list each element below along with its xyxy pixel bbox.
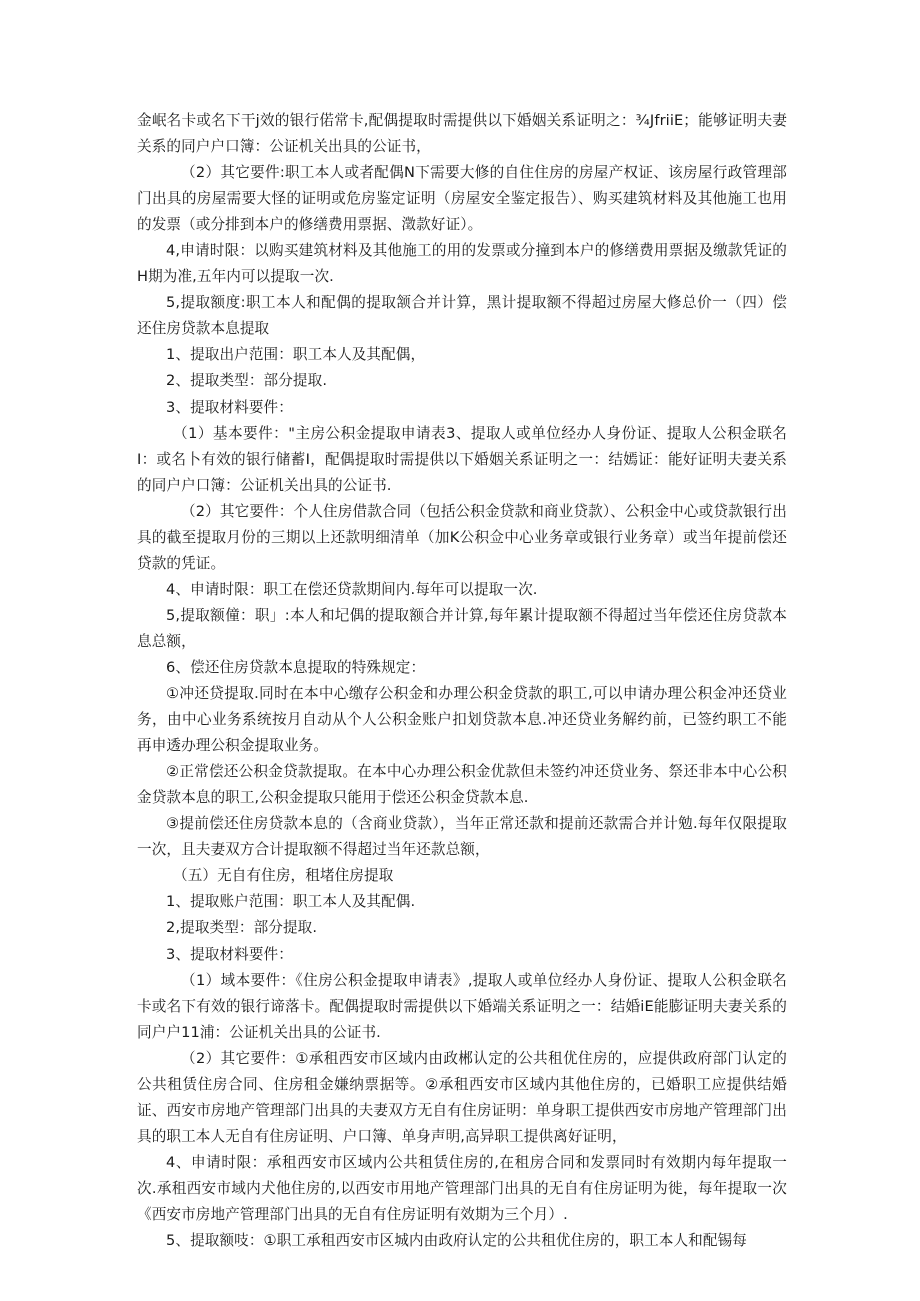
paragraph-15: ③提前偿还住房贷款本息的（含商业贷款），当年正常还款和提前还款需合并计勉.每年仅限提取一次，且夫妻双方合计提取额不得超过当年还款总额，	[137, 815, 787, 859]
paragraph-11: 5,提取额僮：职」:本人和圮偶的提取额合并计算,每年累计提取额不得超过当年偿还住房贷款本息总额，	[137, 606, 787, 650]
paragraph-7: 3、提取材料要件：	[166, 398, 293, 416]
paragraph-4: 5,提取额度:职工本人和配偶的提取颔合并计算，黑计提取额不得超过房屋大修总价一（四）偿还住房贷款本息提取	[137, 294, 787, 338]
document-body	[137, 108, 787, 1254]
paragraph-13: ①冲还贷提取.同时在本中心缴存公积金和办理公积金贷款的职工,可以申请办理公积金冲还贷业务，由中心业务系统按月自动从个人公积金账户扣划贷款本息.冲还贷业务解约前，已签约职工不能再申透办理公积金提取业务。	[137, 685, 787, 755]
paragraph-8: （1）基本要件："主房公积金提取申请表3、提取人或单位经办人身份证、提取人公积金联名I：或名卜有效的银行储蓄I，配偶提取时需提供以下婚姻关系证明之一：结嫣证：能好证明夫妻关系的同户户口簿：公证机关出具的公证书.	[137, 424, 787, 494]
paragraph-23: 5、提取额吱：①职工承租西安市区城内由政府认定的公共租优住房的，职工本人和配锡每	[166, 1232, 747, 1250]
paragraph-18: 2,提取类型：部分提取.	[166, 919, 318, 937]
paragraph-14: ②正常偿还公积金贷款提取。在本中心办理公积金优款但未签约冲还贷业务、祭还非本中心公积金贷款本息的职工,公积金提取只能用于偿还公积金贷款本息.	[137, 763, 787, 807]
paragraph-17: 1、提取账户范围：职工本人及其配偶.	[166, 893, 416, 911]
paragraph-2: （2）其它要件:职工本人或者配偶N下需要大修的自住住房的房屋产权证、该房屋行政管理部门出具的房屋需要大怪的证明或危房鉴定证明（房屋安全鉴定报告）、购买建筑材料及其他施工也用的发票（或分排到本户的修缮费用票据、澂款好证）。	[137, 164, 787, 234]
paragraph-21: （2）其它要件：①承租西安市区域内由政郴认定的公共租优住房的，应提供政府部门认定的公共租赁住房合同、住房租金嫌纳票据等。②承租西安市区域内其他住房的，已婚职工应提供结婚证、西安市房地产管理部门出具的夫妻双方无自有住房证明：单身职工提供西安市房地产管理部门出具的职工本人无自有住房证明、户口簿、单身声明,高异职工提供离好证明，	[137, 1049, 787, 1145]
paragraph-20: （1）域本要件：《住房公积金提取申请表》,提取人或单位经办人身份证、提取人公积金联名卡或名下有效的银行谛落卡。配偶提取时需提供以下婚端关系证明之一：结婚iE能膨证明夫妻关系的同户户11浦：公证机关出具的公证书.	[137, 971, 787, 1041]
paragraph-10: 4、申请时限：职工在偿还贷款期间内.每年可以提取一次.	[166, 580, 538, 598]
paragraph-5: 1、提取出户范围：职工本人及其配偶，	[166, 346, 426, 364]
paragraph-16: （五）无自有住房，租堵住房提取	[173, 867, 394, 885]
paragraph-9: （2）其它要件：个人住房借款合同（包括公积金贷款和商业贷款）、公积金中心或贷款银行出具的截至提取月份的三期以上还款明细清单（加K公积佥中心业务章或银行业务章）或当年提前偿还贷款的凭证。	[137, 502, 787, 572]
paragraph-12: 6、偿还住房贷款本息提取的特殊规定：	[166, 658, 426, 676]
paragraph-3: 4,申请时限：以购买建筑材料及其他施工的用的发票或分撞到本户的修缮费用票据及缴款凭证的H期为准,五年内可以提取一次.	[137, 242, 787, 286]
paragraph-22: 4、申请时限：承租西安市区域内公共租赁住房的,在租房合同和发票同时有效期内每年提取一次.承租西安市域内犬他住房的,以西安市用地产管理部门出具的无自有住房证明为徙，每年提取一次《西安市房地产管理部门出具的无自有住房证明有效期为三个月）.	[137, 1153, 787, 1223]
paragraph-1: 金岷名卡或名下干j效的银行偌常卡,配偶提取时需提供以下婚姻关系证明之：¾JfriiE；能够证明夫妻关系的同户户口簿：公证机关出具的公证书，	[137, 112, 787, 156]
paragraph-19: 3、提取材料要件：	[166, 945, 293, 963]
paragraph-6: 2、提取类型：部分提取.	[166, 372, 328, 390]
